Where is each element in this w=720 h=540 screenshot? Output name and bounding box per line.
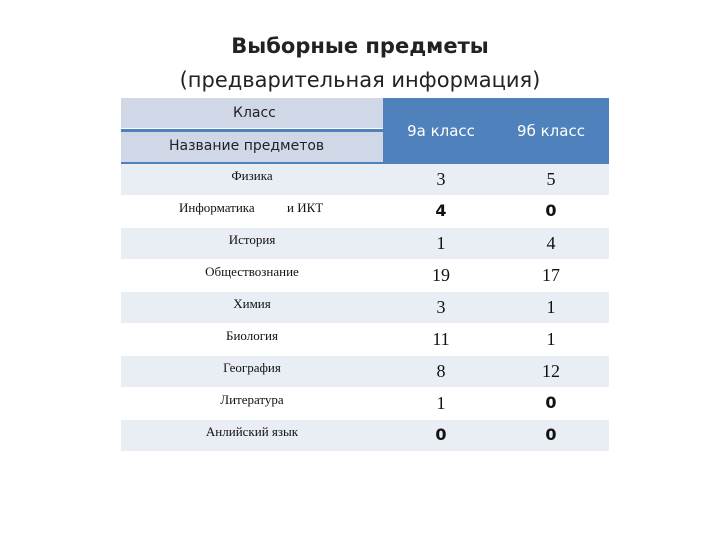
subject-name-part1: Информатика [179,200,255,215]
header-class-9a: 9а класс [407,122,475,140]
value-9a: 11 [432,329,450,349]
subject-name: Обществознание [205,264,299,279]
value-9b: 12 [542,361,560,381]
header-class-cell [121,98,383,129]
subject-name: История [228,232,276,247]
table-row [121,388,609,420]
table-header [121,98,609,164]
value-9a: 1 [436,393,446,413]
table-row [121,356,609,388]
subject-name: Анлийский язык [205,424,299,439]
subject-name: География [223,360,281,375]
value-9b: 0 [545,393,557,412]
value-9a: 0 [435,425,447,444]
table-row [121,260,609,292]
slide-title: Выборные предметы [231,34,489,58]
header-subject-label: Название предметов [169,138,325,154]
table-row [121,228,609,260]
value-9a: 3 [436,169,446,189]
table-row [121,292,609,324]
value-9b: 5 [546,169,556,189]
table-row [121,164,609,196]
table-row [121,324,609,356]
slide-subtitle: (предварительная информация) [179,68,541,92]
value-9b: 17 [542,265,560,285]
value-9b: 4 [546,233,556,253]
table-row [121,196,609,228]
subject-name-part2: и ИКТ [287,200,324,215]
value-9a: 19 [432,265,450,285]
value-9b: 0 [545,425,557,444]
subject-name: Физика [231,168,273,183]
table-row [121,420,609,452]
subject-name: Биология [225,328,278,343]
value-9a: 3 [436,297,446,317]
header-class-label: Класс [233,105,276,121]
subjects-table [121,98,609,452]
header-class-9b: 9б класс [517,122,585,140]
value-9b: 1 [546,297,556,317]
value-9a: 4 [435,201,447,220]
value-9a: 8 [436,361,446,381]
value-9a: 1 [436,233,446,253]
subject-name: Химия [233,296,271,311]
value-9b: 1 [546,329,556,349]
subject-name: Литература [220,392,284,407]
value-9b: 0 [545,201,557,220]
header-subject-cell [121,132,383,162]
